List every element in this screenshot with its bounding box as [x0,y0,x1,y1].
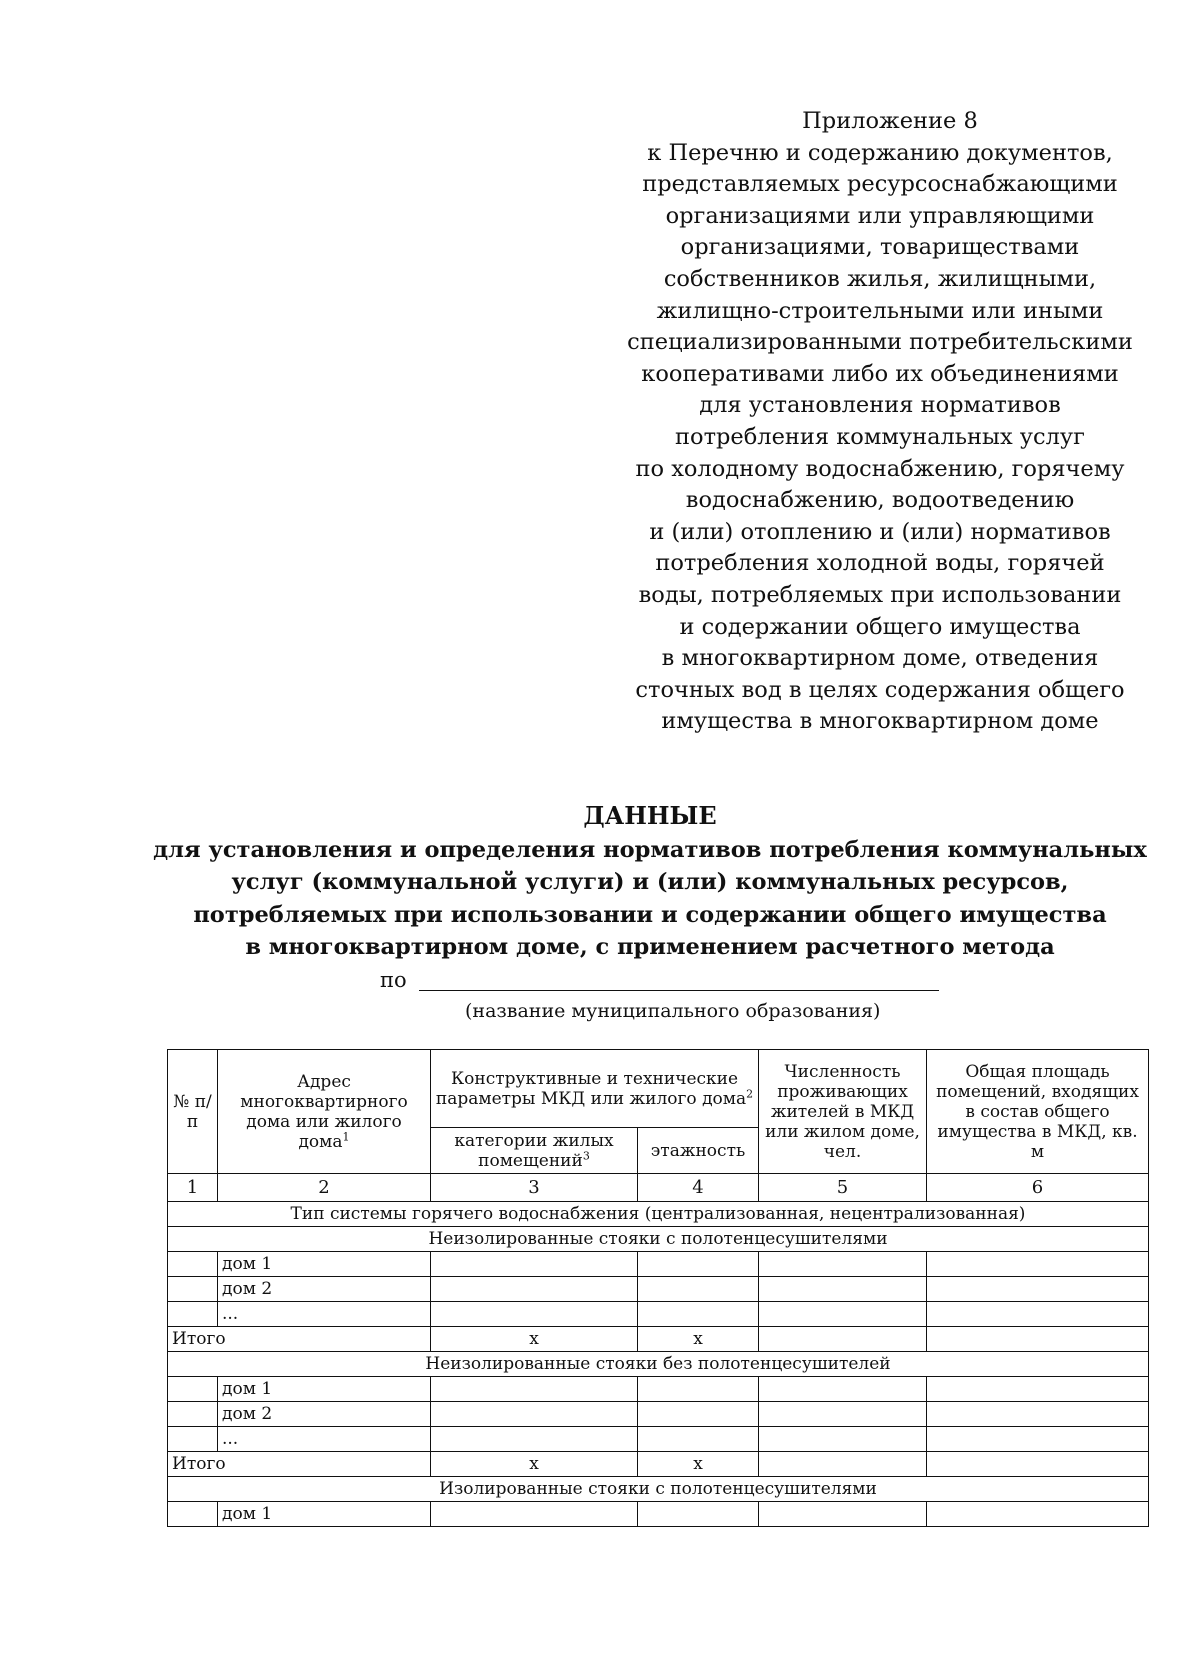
cell-address: дом 2 [218,1402,431,1427]
appendix-line: и содержании общего имущества [679,613,1081,640]
total-label: Итого [168,1452,431,1477]
cell-num[interactable] [168,1302,218,1327]
section-title: Неизолированные стояки без полотенцесушителей [168,1352,1149,1377]
table-row [168,1377,1149,1402]
cell-num[interactable] [168,1427,218,1452]
table-row [168,1402,1149,1427]
appendix-line: в многоквартирном доме, отведения [661,645,1099,672]
municipality-blank[interactable] [419,990,939,991]
total-area[interactable] [927,1452,1149,1477]
column-number: 6 [927,1174,1149,1202]
cell-address: дом 2 [218,1277,431,1302]
title-line: для установления и определения нормативов потребления коммунальных [153,836,1147,863]
cell-address: ... [218,1427,431,1452]
cell-categories[interactable] [431,1252,638,1277]
total-row [168,1452,1149,1477]
total-residents[interactable] [759,1327,927,1352]
cell-floors[interactable] [638,1302,759,1327]
column-number: 3 [431,1174,638,1202]
cell-floors[interactable] [638,1402,759,1427]
appendix-line: специализированными потребительскими [627,329,1133,356]
cell-num[interactable] [168,1277,218,1302]
appendix-line: организациями или управляющими [665,202,1095,229]
cell-categories[interactable] [431,1502,638,1527]
cell-categories[interactable] [431,1302,638,1327]
document-title [150,800,1150,964]
appendix-line: и (или) отоплению и (или) нормативов [649,518,1111,545]
system-type-row: Тип системы горячего водоснабжения (централизованная, нецентрализованная) [168,1202,1149,1227]
cell-area[interactable] [927,1252,1149,1277]
cell-num[interactable] [168,1502,218,1527]
total-label: Итого [168,1327,431,1352]
cell-address: дом 1 [218,1252,431,1277]
cell-categories[interactable] [431,1427,638,1452]
cell-residents[interactable] [759,1277,927,1302]
cell-num[interactable] [168,1402,218,1427]
appendix-line: сточных вод в целях содержания общего [635,676,1125,703]
column-number: 1 [168,1174,218,1202]
cell-floors[interactable] [638,1252,759,1277]
title-line: в многоквартирном доме, с применением расчетного метода [245,934,1055,960]
title-line: потребляемых при использовании и содержании общего имущества [193,901,1107,928]
cell-area[interactable] [927,1502,1149,1527]
cell-residents[interactable] [759,1377,927,1402]
cell-floors[interactable] [638,1427,759,1452]
cell-address: дом 1 [218,1502,431,1527]
cell-floors[interactable] [638,1277,759,1302]
header-floors: этажность [638,1128,759,1174]
header-categories: категории жилых помещений$^3$ [431,1128,638,1174]
cell-residents[interactable] [759,1402,927,1427]
title-main: ДАННЫЕ [583,801,717,830]
cell-area[interactable] [927,1427,1149,1452]
column-number: 2 [218,1174,431,1202]
appendix-line: потребления коммунальных услуг [675,423,1085,450]
header-params: Конструктивные и технические параметры МКД или жилого дома$^2$ [431,1050,759,1128]
cell-num[interactable] [168,1252,218,1277]
section-title: Неизолированные стояки с полотенцесушителями [168,1227,1149,1252]
cell-floors[interactable] [638,1377,759,1402]
header-address: Адрес многоквартирного дома или жилого дома$^1$ [218,1050,431,1174]
cell-area[interactable] [927,1402,1149,1427]
appendix-line: водоснабжению, водоотведению [685,487,1075,514]
appendix-line: для установления нормативов [699,392,1061,419]
total-mark: х [638,1452,759,1477]
table-row [168,1502,1149,1527]
po-prefix: по [380,968,407,992]
column-number: 5 [759,1174,927,1202]
appendix-line: кооперативами либо их объединениями [641,360,1119,387]
header-num: № п/п [168,1050,218,1174]
appendix-label: Приложение 8 [802,108,978,134]
header-area: Общая площадь помещений, входящих в состав общего имущества в МКД, кв. м [927,1050,1149,1174]
total-row [168,1327,1149,1352]
cell-categories[interactable] [431,1277,638,1302]
cell-area[interactable] [927,1302,1149,1327]
total-area[interactable] [927,1327,1149,1352]
title-line: услуг (коммунальной услуги) и (или) коммунальных ресурсов, [231,869,1069,895]
cell-address: дом 1 [218,1377,431,1402]
header-residents: Численность проживающих жителей в МКД или жилом доме, чел. [759,1050,927,1174]
cell-area[interactable] [927,1377,1149,1402]
total-mark: х [638,1327,759,1352]
cell-num[interactable] [168,1377,218,1402]
table-row [168,1252,1149,1277]
table-row [168,1302,1149,1327]
cell-area[interactable] [927,1277,1149,1302]
appendix-line: потребления холодной воды, горячей [655,550,1105,577]
cell-floors[interactable] [638,1502,759,1527]
appendix-line: представляемых ресурсоснабжающими [642,171,1118,198]
cell-categories[interactable] [431,1377,638,1402]
cell-residents[interactable] [759,1427,927,1452]
cell-residents[interactable] [759,1302,927,1327]
appendix-line: воды, потребляемых при использовании [638,581,1122,608]
data-table [167,1049,1149,1527]
municipality-line [380,968,939,992]
total-mark: х [431,1327,638,1352]
cell-residents[interactable] [759,1252,927,1277]
appendix-line: организациями, товариществами [680,234,1080,261]
total-mark: х [431,1452,638,1477]
total-residents[interactable] [759,1452,927,1477]
table-row [168,1277,1149,1302]
section-title: Изолированные стояки с полотенцесушителями [168,1477,1149,1502]
appendix-line: имущества в многоквартирном доме [661,708,1099,735]
column-number: 4 [638,1174,759,1202]
appendix-line: по холодному водоснабжению, горячему [635,455,1125,482]
cell-residents[interactable] [759,1502,927,1527]
cell-address: ... [218,1302,431,1327]
appendix-line: собственников жилья, жилищными, [663,265,1097,292]
table-row [168,1427,1149,1452]
cell-categories[interactable] [431,1402,638,1427]
municipality-caption: (название муниципального образования) [465,1000,881,1022]
appendix-line: жилищно-строительными или иными [656,297,1104,324]
appendix-header [600,106,1160,738]
appendix-line: к Перечню и содержанию документов, [647,139,1113,166]
